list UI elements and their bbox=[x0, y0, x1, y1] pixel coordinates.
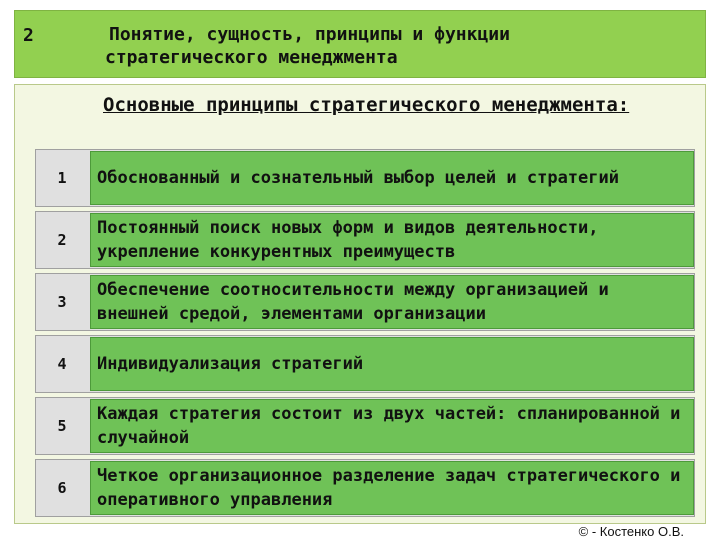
principles-panel bbox=[14, 84, 706, 524]
principle-text: Четкое организационное разделение задач стратегического и оперативного управления bbox=[90, 461, 694, 515]
principle-number: 6 bbox=[57, 479, 67, 497]
panel-title: Основные принципы стратегического менеджмента: bbox=[103, 94, 630, 116]
principle-number: 1 bbox=[57, 169, 67, 187]
principle-text: Индивидуализация стратегий bbox=[90, 337, 694, 391]
principle-text: Обоснованный и сознательный выбор целей и стратегий bbox=[90, 151, 694, 205]
principle-number: 4 bbox=[57, 355, 67, 373]
principle-row-4 bbox=[35, 335, 695, 393]
principle-number: 3 bbox=[57, 293, 67, 311]
principle-row-6 bbox=[35, 459, 695, 517]
principle-row-3 bbox=[35, 273, 695, 331]
slide-header bbox=[14, 10, 706, 78]
principle-number: 5 bbox=[57, 417, 67, 435]
principle-text: Каждая стратегия состоит из двух частей: спланированной и случайной bbox=[90, 399, 694, 453]
principle-number: 2 bbox=[57, 231, 67, 249]
author-credit: © - Костенко О.В. bbox=[578, 524, 684, 539]
principle-text: Постоянный поиск новых форм и видов деятельности, укрепление конкурентных преимуществ bbox=[90, 213, 694, 267]
slide-title: Понятие, сущность, принципы и функции стратегического менеджмента bbox=[105, 24, 510, 68]
principle-text: Обеспечение соотносительности между организацией и внешней средой, элементами организации bbox=[90, 275, 694, 329]
section-number: 2 bbox=[23, 25, 34, 46]
principle-row-2 bbox=[35, 211, 695, 269]
principle-row-1 bbox=[35, 149, 695, 207]
principle-row-5 bbox=[35, 397, 695, 455]
